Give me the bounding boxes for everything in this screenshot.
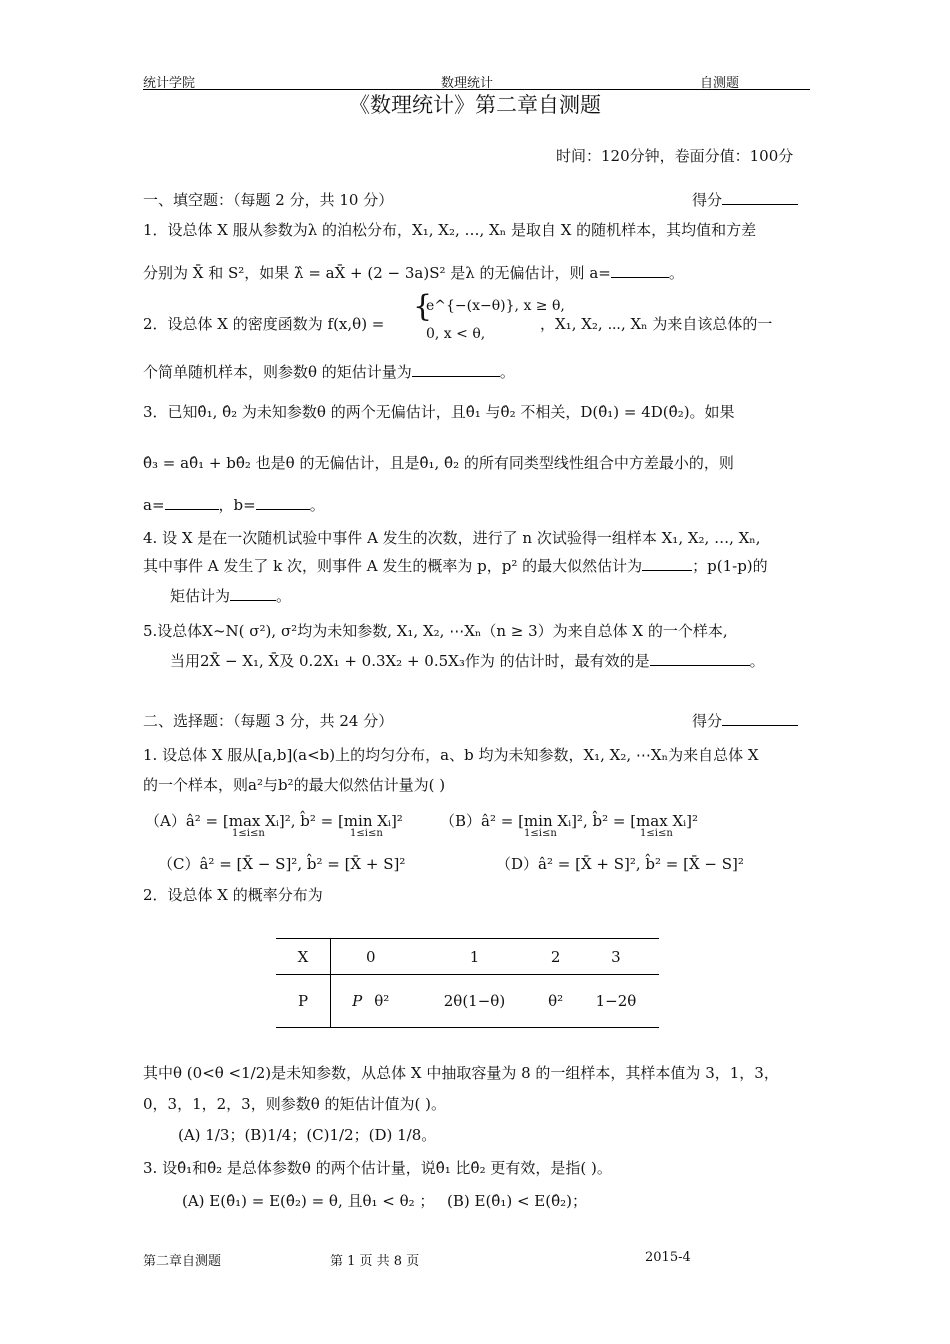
q2-line-2: 个简单随机样本，则参数θ 的矩估计量为 。 bbox=[143, 363, 515, 381]
q2-line-1-tail: ，X₁, X₂, ⋯, Xₙ 为来自该总体的一 bbox=[540, 315, 773, 333]
table-cell: 1−2θ bbox=[573, 975, 659, 1028]
c1-option-b-sub-2: 1≤i≤n bbox=[640, 828, 673, 839]
header-school: 统计学院 bbox=[143, 76, 196, 91]
q4-moment-label: 矩估计为 bbox=[170, 587, 231, 605]
q3-b-blank[interactable] bbox=[256, 509, 310, 510]
section-choice-heading: 二、选择题：（每题 3 分，共 24 分） bbox=[143, 712, 394, 730]
q4-moment-blank[interactable] bbox=[230, 600, 276, 601]
q1-answer-blank[interactable] bbox=[611, 277, 669, 278]
q3-line-2: θ̂₃ = aθ̂₁ + bθ̂₂ 也是θ 的无偏估计，且是θ̂₁, θ̂₂ 的所有同类型线性组合中方差最小的，则 bbox=[143, 454, 734, 472]
c1-option-b[interactable]: （B）â² = [min Xᵢ]², b̂² = [max Xᵢ]² bbox=[440, 812, 699, 830]
q3-line-3: a= ，b= 。 bbox=[143, 496, 325, 514]
c1-option-b-sub-1: 1≤i≤n bbox=[524, 828, 557, 839]
table-cell: P bbox=[276, 975, 331, 1028]
c3-option-a[interactable]: (A) E(θ̂₁) = E(θ̂₂) = θ, 且θ₁ < θ₂ ； bbox=[182, 1192, 435, 1210]
q4-mle-blank[interactable] bbox=[642, 570, 692, 571]
header-subject: 数理统计 bbox=[441, 76, 494, 91]
distribution-table bbox=[276, 938, 659, 1028]
q4-tail: ；p(1-p)的 bbox=[692, 557, 768, 575]
table-cell: 2θ(1−θ) bbox=[410, 975, 538, 1028]
section-fill-score bbox=[692, 189, 798, 210]
c3-option-b[interactable]: (B) E(θ̂₁) < E(θ̂₂)； bbox=[447, 1192, 587, 1210]
c2-line-1: 2．设总体 X 的概率分布为 bbox=[143, 886, 323, 904]
q1-line-1: 1．设总体 X 服从参数为λ 的泊松分布，X₁, X₂, …, Xₙ 是取自 X 的随机样本，其均值和方差 bbox=[143, 221, 757, 239]
c1-option-a-sub-2: 1≤i≤n bbox=[350, 828, 383, 839]
footer-page-number: 第 1 页 共 8 页 bbox=[330, 1254, 420, 1269]
c1-option-a-sub-1: 1≤i≤n bbox=[232, 828, 265, 839]
q4-line-2 bbox=[143, 555, 768, 576]
q5-line-1: 5.设总体X~N( σ²), σ²均为未知参数, X₁, X₂, ⋯Xₙ（n ≥ 3）为来自总体 X 的一个样本, bbox=[143, 622, 728, 640]
table-row bbox=[276, 939, 659, 975]
q3-a-label: a= bbox=[143, 496, 165, 514]
exam-info: 时间：120分钟，卷面分值：100分 bbox=[556, 147, 794, 165]
c2-options[interactable]: (A) 1/3；(B)1/4；(C)1/2；(D) 1/8。 bbox=[178, 1126, 437, 1144]
c2-line-2: 其中θ (0<θ <1/2)是未知参数，从总体 X 中抽取容量为 8 的一组样本，其样本值为 3，1，3， bbox=[143, 1064, 779, 1082]
c1-option-a[interactable]: （A）â² = [max Xᵢ]², b̂² = [min Xᵢ]² bbox=[145, 812, 403, 830]
q4-text: 其中事件 A 发生了 k 次，则事件 A 发生的概率为 p，p² 的最大似然估计为 bbox=[143, 557, 643, 575]
page-title: 《数理统计》第二章自测题 bbox=[349, 93, 601, 117]
c1-option-c[interactable]: （C）â² = [X̄ − S]², b̂² = [X̄ + S]² bbox=[158, 855, 406, 873]
c1-line-2: 的一个样本，则a²与b²的最大似然估计量为( ) bbox=[143, 776, 446, 794]
footer-chapter: 第二章自测题 bbox=[143, 1254, 222, 1269]
q4-line-3: 矩估计为 。 bbox=[170, 587, 292, 605]
q2-text-2: 个简单随机样本，则参数θ 的矩估计量为 bbox=[143, 363, 412, 381]
q1-line-2: 分别为 X̄ 和 S²，如果 λ̂ = aX̄ + (2 − 3a)S² 是λ 的无偏估计，则 a= 。 bbox=[143, 264, 684, 282]
table-row bbox=[276, 975, 659, 1028]
table-cell bbox=[331, 975, 411, 1028]
q1-text: 分别为 X̄ 和 S²，如果 λ̂ = aX̄ + (2 − 3a)S² 是λ 的无偏估计，则 a= bbox=[143, 264, 611, 282]
score-label: 得分 bbox=[692, 712, 723, 730]
score-blank[interactable] bbox=[722, 725, 798, 726]
c1-option-d[interactable]: （D）â² = [X̄ + S]², b̂² = [X̄ − S]² bbox=[496, 855, 744, 873]
q2-brace: { bbox=[413, 289, 433, 324]
q4-line-1: 4. 设 X 是在一次随机试验中事件 A 发生的次数，进行了 n 次试验得一组样本 X₁, X₂, …, Xₙ, bbox=[143, 529, 761, 547]
q3-line-1: 3．已知θ̂₁, θ̂₂ 为未知参数θ 的两个无偏估计，且θ̂₁ 与θ̂₂ 不相关，D(θ̂₁) = 4D(θ̂₂)。如果 bbox=[143, 403, 735, 421]
table-cell: 2 bbox=[538, 939, 572, 975]
score-blank[interactable] bbox=[722, 204, 798, 205]
c1-line-1: 1. 设总体 X 服从[a,b](a<b)上的均匀分布，a、b 均为未知参数，X₁, X₂, ⋯Xₙ为来自总体 X bbox=[143, 746, 759, 764]
table-cell: 0 bbox=[331, 939, 411, 975]
q2-answer-blank[interactable] bbox=[412, 376, 500, 377]
table-cell: 1 bbox=[410, 939, 538, 975]
q3-a-blank[interactable] bbox=[165, 509, 219, 510]
header-type: 自测题 bbox=[700, 76, 740, 91]
q2-text: 2．设总体 X 的密度函数为 f(x,θ) = bbox=[143, 315, 385, 333]
section-fill-heading: 一、填空题：（每题 2 分，共 10 分） bbox=[143, 191, 394, 209]
q2-case-2: 0, x < θ, bbox=[426, 326, 486, 342]
table-cell: θ² bbox=[538, 975, 572, 1028]
p-symbol: P bbox=[352, 992, 363, 1010]
score-label: 得分 bbox=[692, 191, 723, 209]
c2-line-3: 0，3，1，2，3，则参数θ 的矩估计值为( )。 bbox=[143, 1095, 446, 1113]
table-cell: X bbox=[276, 939, 331, 975]
q2-case-1: e^{−(x−θ)}, x ≥ θ, bbox=[426, 298, 565, 314]
table-cell: 3 bbox=[573, 939, 659, 975]
p-value-0: θ² bbox=[374, 992, 390, 1010]
c3-line-1: 3. 设θ̂₁和θ̂₂ 是总体参数θ 的两个估计量，说θ̂₁ 比θ̂₂ 更有效，是指( )。 bbox=[143, 1159, 612, 1177]
q3-b-label: ，b= bbox=[218, 496, 256, 514]
q5-text: 当用2X̄ − X₁, X̄及 0.2X₁ + 0.3X₂ + 0.5X₃作为 的估计时，最有效的是 bbox=[170, 652, 650, 670]
q2-line-1 bbox=[143, 313, 384, 334]
section-choice-score bbox=[692, 710, 798, 731]
q5-line-2: 当用2X̄ − X₁, X̄及 0.2X₁ + 0.3X₂ + 0.5X₃作为 的估计时，最有效的是 。 bbox=[170, 652, 765, 670]
q5-answer-blank[interactable] bbox=[650, 665, 750, 666]
footer-date: 2015-4 bbox=[645, 1250, 691, 1265]
